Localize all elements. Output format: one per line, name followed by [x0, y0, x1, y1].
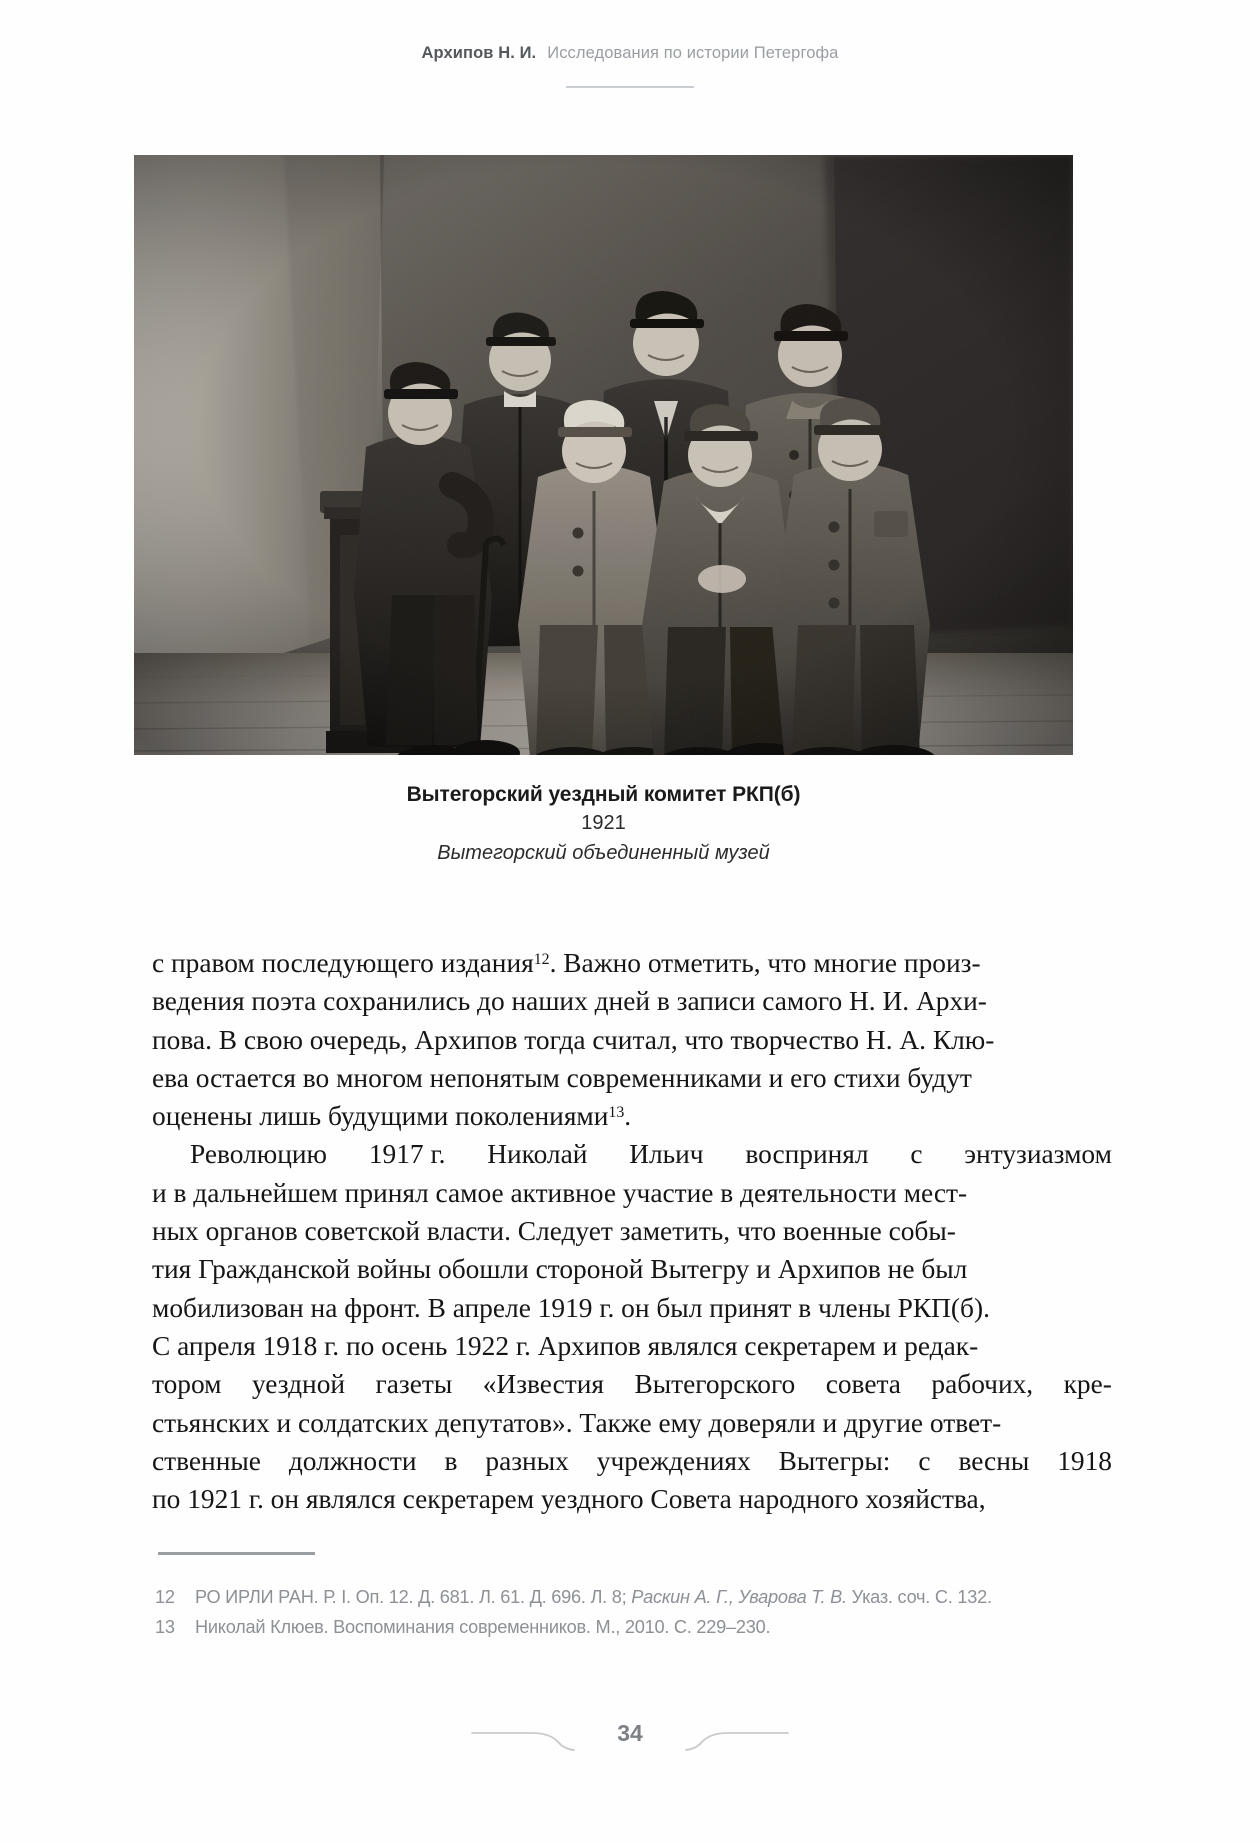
line-text: .	[624, 1101, 632, 1132]
word: Революцию	[190, 1139, 328, 1170]
footnote-text	[195, 1612, 770, 1642]
line-text: с правом последующего издания	[152, 948, 534, 978]
running-head-title: Исследования по истории Петергофа	[547, 44, 839, 62]
body-text	[152, 944, 1112, 1518]
word: «Известия	[482, 1369, 605, 1400]
footnote-ref-13[interactable]: 13	[608, 1103, 625, 1121]
word: должности	[288, 1445, 417, 1476]
word: уездной	[251, 1369, 346, 1400]
text-line: по 1921 г. он являлся секретарем уездного Совета народного хозяйства,	[152, 1484, 986, 1515]
text-line: ведения поэта сохранились до наших дней в записи самого Н. И. Архи-	[152, 986, 987, 1017]
word: Вытегры:	[778, 1445, 891, 1476]
word: Николай	[487, 1139, 588, 1170]
word: Ильич	[629, 1139, 704, 1170]
caption-title: Вытегорский уездный комитет РКП(б)	[406, 783, 801, 806]
word: энтузиазмом	[964, 1139, 1112, 1170]
word: с	[918, 1445, 931, 1476]
line-text: . Важно отметить, что многие произ-	[549, 948, 981, 978]
footnote-ref-12[interactable]: 12	[533, 950, 550, 968]
text-line	[152, 1135, 1112, 1173]
text-line: стьянских и солдатских депутатов». Также ему доверяли и другие ответ-	[152, 1407, 1002, 1438]
text-line: мобилизован на фронт. В апреле 1919 г. он был принят в члены РКП(б).	[152, 1292, 990, 1323]
caption-source: Вытегорский объединенный музей	[437, 842, 770, 864]
word: 1917 г.	[368, 1139, 446, 1170]
word: с	[910, 1139, 923, 1170]
word: совета	[825, 1369, 901, 1400]
footnote-text	[195, 1582, 992, 1612]
footnote-number: 12	[155, 1587, 175, 1607]
word: кре-	[1063, 1369, 1112, 1400]
word: учреждениях	[596, 1445, 751, 1476]
paragraph-1	[152, 944, 1112, 1135]
word: в	[444, 1445, 458, 1476]
word: разных	[485, 1445, 569, 1476]
footnote-separator	[158, 1552, 315, 1555]
footnote-text-italic: Раскин А. Г., Уварова Т. В.	[631, 1587, 847, 1607]
figure-photograph	[134, 155, 1073, 755]
footnote-item	[155, 1612, 1115, 1642]
text-line	[152, 1365, 1112, 1403]
text-line: ных органов советской власти. Следует заметить, что военные собы-	[152, 1216, 956, 1247]
flourish-right-icon	[672, 1718, 790, 1752]
footnotes	[155, 1582, 1115, 1642]
text-line: и в дальнейшем принял самое активное участие в деятельности мест-	[152, 1177, 968, 1208]
text-line: С апреля 1918 г. по осень 1922 г. Архипов являлся секретарем и редак-	[152, 1330, 979, 1361]
text-line	[152, 944, 1112, 982]
word: весны	[958, 1445, 1030, 1476]
text-line	[152, 1097, 1112, 1135]
footnote-text-before: Николай Клюев. Воспоминания современников. М., 2010. С. 229–230.	[195, 1617, 771, 1637]
footnote-text-before: РО ИРЛИ РАН. Р. I. Оп. 12. Д. 681. Л. 61. Д. 696. Л. 8;	[195, 1587, 632, 1607]
text-line: пова. В свою очередь, Архипов тогда считал, что творчество Н. А. Клю-	[152, 1024, 995, 1055]
line-text: оценены лишь будущими поколениями	[152, 1101, 609, 1132]
text-line	[152, 1442, 1112, 1480]
text-line: тия Гражданской войны обошли стороной Вытегру и Архипов не был	[152, 1254, 968, 1285]
caption-year: 1921	[581, 812, 626, 834]
word: воспринял	[745, 1139, 869, 1170]
photograph-image	[134, 155, 1073, 755]
word: рабочих,	[931, 1369, 1034, 1400]
running-head-rule	[566, 86, 694, 88]
page-number: 34	[617, 1720, 643, 1746]
figure-caption	[134, 780, 1073, 868]
footnote-text-after: Указ. соч. С. 132.	[846, 1587, 992, 1607]
running-head	[0, 44, 1260, 63]
word: ственные	[152, 1445, 261, 1476]
word: тором	[152, 1369, 222, 1400]
footnote-item	[155, 1582, 1115, 1612]
paragraph-2	[152, 1135, 1112, 1518]
word: Вытегорского	[634, 1369, 796, 1400]
text-line: ева остается во многом непонятым современниками и его стихи будут	[152, 1062, 972, 1093]
page-footer	[0, 1712, 1260, 1772]
word: 1918	[1057, 1445, 1112, 1476]
running-head-author: Архипов Н. И.	[421, 44, 537, 62]
footnote-number: 13	[155, 1617, 175, 1637]
word: газеты	[375, 1369, 453, 1400]
